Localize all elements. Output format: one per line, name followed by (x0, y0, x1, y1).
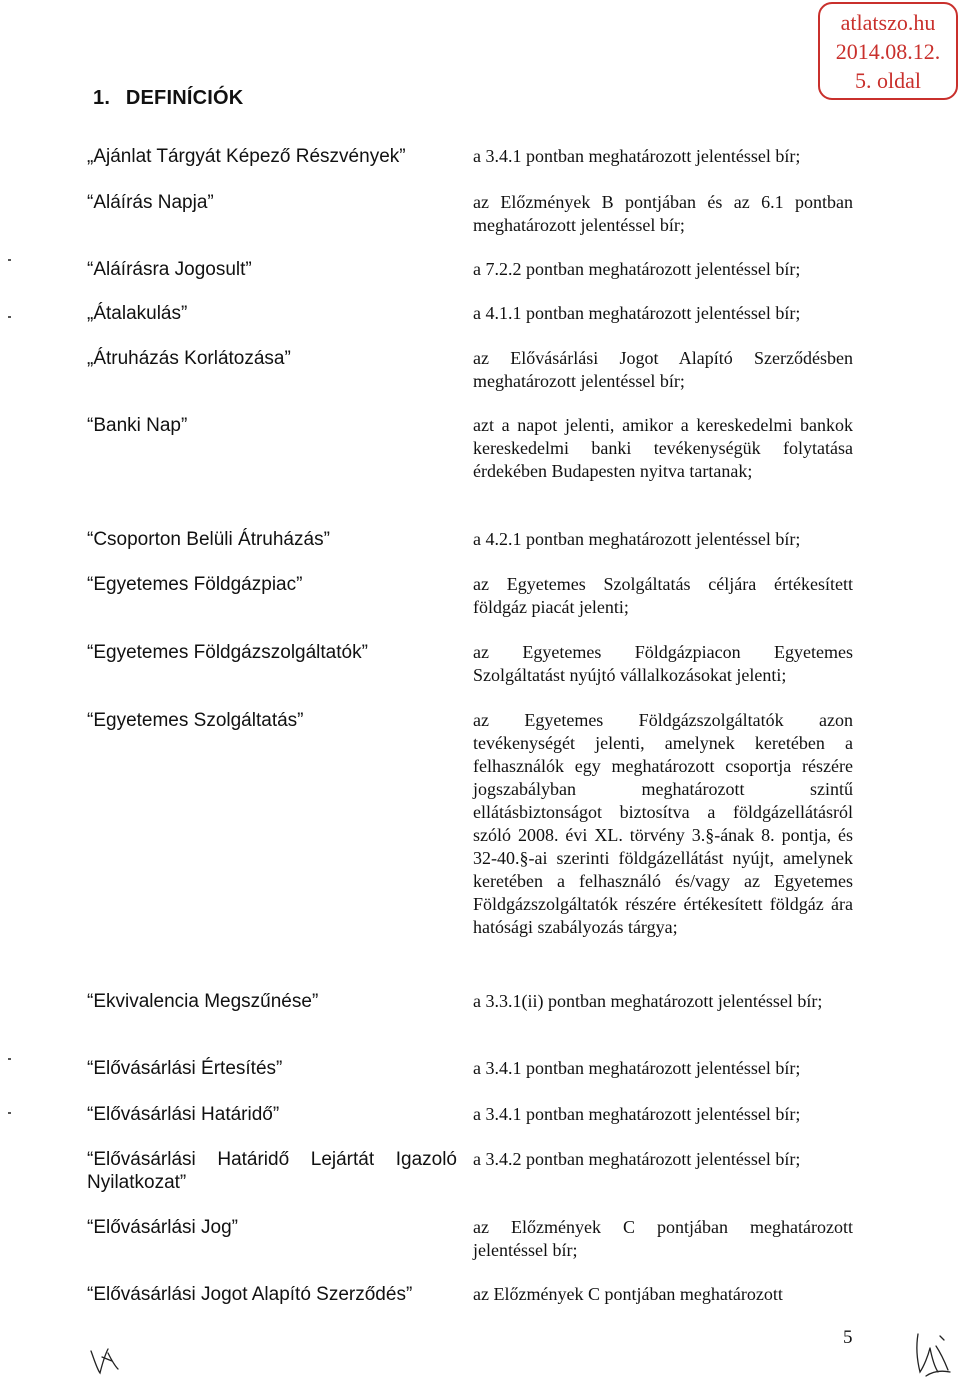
definition-text: azt a napot jelenti, amikor a kereskedelmi bankok kereskedelmi banki tevékenységük folytatása érdekében Budapesten nyitva tartanak; (473, 415, 853, 481)
definition-term: „Ajánlat Tárgyát Képező Részvények” (87, 146, 406, 167)
section-title: DEFINÍCIÓK (125, 87, 244, 109)
definition-text: az Előzmények C pontjában meghatározott (473, 1284, 783, 1304)
definition-text: az Elővásárlási Jogot Alapító Szerződésben meghatározott jelentéssel bír; (473, 348, 853, 391)
definition-term: “Elővásárlási Értesítés” (87, 1058, 283, 1079)
stamp-site: atlatszo.hu (840, 10, 936, 35)
stamp-page: 5. oldal (855, 68, 921, 93)
definition-text: a 4.1.1 pontban meghatározott jelentéssel bír; (473, 303, 801, 323)
margin-mark (8, 1058, 11, 1060)
definition-term: “Aláírásra Jogosult” (87, 259, 252, 280)
definition-text: a 3.3.1(ii) pontban meghatározott jelentéssel bír; (473, 991, 823, 1011)
margin-mark (8, 259, 11, 261)
definition-term: “Elővásárlási Jog” (87, 1217, 238, 1238)
definition-text: a 3.4.1 pontban meghatározott jelentéssel bír; (473, 146, 801, 166)
page-number: 5 (843, 1327, 853, 1348)
definition-text: az Egyetemes Földgázszolgáltatók azon tevékenységét jelenti, amelynek keretében a felhasználók egy meghatározott csoportja részére jogszabályban meghatározott szintű ellátásbiztonságot biztosítva a földgázellátásról szóló 2008. évi XL. törvény 3.§-ának 8. pontja, és 32-40.§-ai szerinti földgázellátást nyújt, amelynek keretében a felhasználó és/vagy az Egyetemes Földgázszolgáltatók részére értékesített földgáz ára hatósági szabályozás tárgya; (473, 710, 853, 937)
definition-term: “Egyetemes Földgázszolgáltatók” (87, 642, 368, 663)
definition-term: “Csoporton Belüli Átruházás” (87, 529, 330, 550)
margin-mark (8, 316, 11, 318)
definition-term: “Elővásárlási Határidő” (87, 1104, 280, 1125)
section-number: 1. (93, 87, 111, 109)
definition-text: az Előzmények B pontjában és az 6.1 pontban meghatározott jelentéssel bír; (473, 192, 853, 235)
definition-text: az Egyetemes Földgázpiacon Egyetemes Szolgáltatást nyújtó vállalkozásokat jelenti; (473, 642, 853, 685)
source-stamp (818, 2, 958, 100)
definition-term: „Átalakulás” (87, 303, 188, 324)
definition-term: “Aláírás Napja” (87, 192, 214, 213)
definition-text: az Előzmények C pontjában meghatározott jelentéssel bír; (473, 1217, 853, 1260)
definition-text: a 3.4.1 pontban meghatározott jelentéssel bír; (473, 1058, 801, 1078)
stamp-date: 2014.08.12. (835, 39, 941, 64)
definition-text: a 7.2.2 pontban meghatározott jelentéssel bír; (473, 259, 801, 279)
definition-text: az Egyetemes Szolgáltatás céljára értékesített földgáz piacát jelenti; (473, 574, 853, 617)
definition-text: a 4.2.1 pontban meghatározott jelentéssel bír; (473, 529, 801, 549)
definition-text: a 3.4.2 pontban meghatározott jelentéssel bír; (473, 1149, 801, 1169)
definition-term: “Elővásárlási Jogot Alapító Szerződés” (87, 1284, 413, 1305)
definition-term: “Egyetemes Földgázpiac” (87, 574, 303, 595)
handwritten-initials (88, 1343, 122, 1377)
definition-term: “Elővásárlási Határidő Lejártát Igazoló Nyilatkozat” (87, 1149, 457, 1193)
margin-mark (8, 1112, 11, 1114)
definition-term: “Ekvivalencia Megszűnése” (87, 991, 319, 1012)
handwritten-signature (910, 1326, 954, 1380)
definition-text: a 3.4.1 pontban meghatározott jelentéssel bír; (473, 1104, 801, 1124)
definition-term: „Átruházás Korlátozása” (87, 348, 291, 369)
definition-term: “Banki Nap” (87, 415, 188, 436)
section-heading (93, 87, 243, 110)
definition-term: “Egyetemes Szolgáltatás” (87, 710, 304, 731)
